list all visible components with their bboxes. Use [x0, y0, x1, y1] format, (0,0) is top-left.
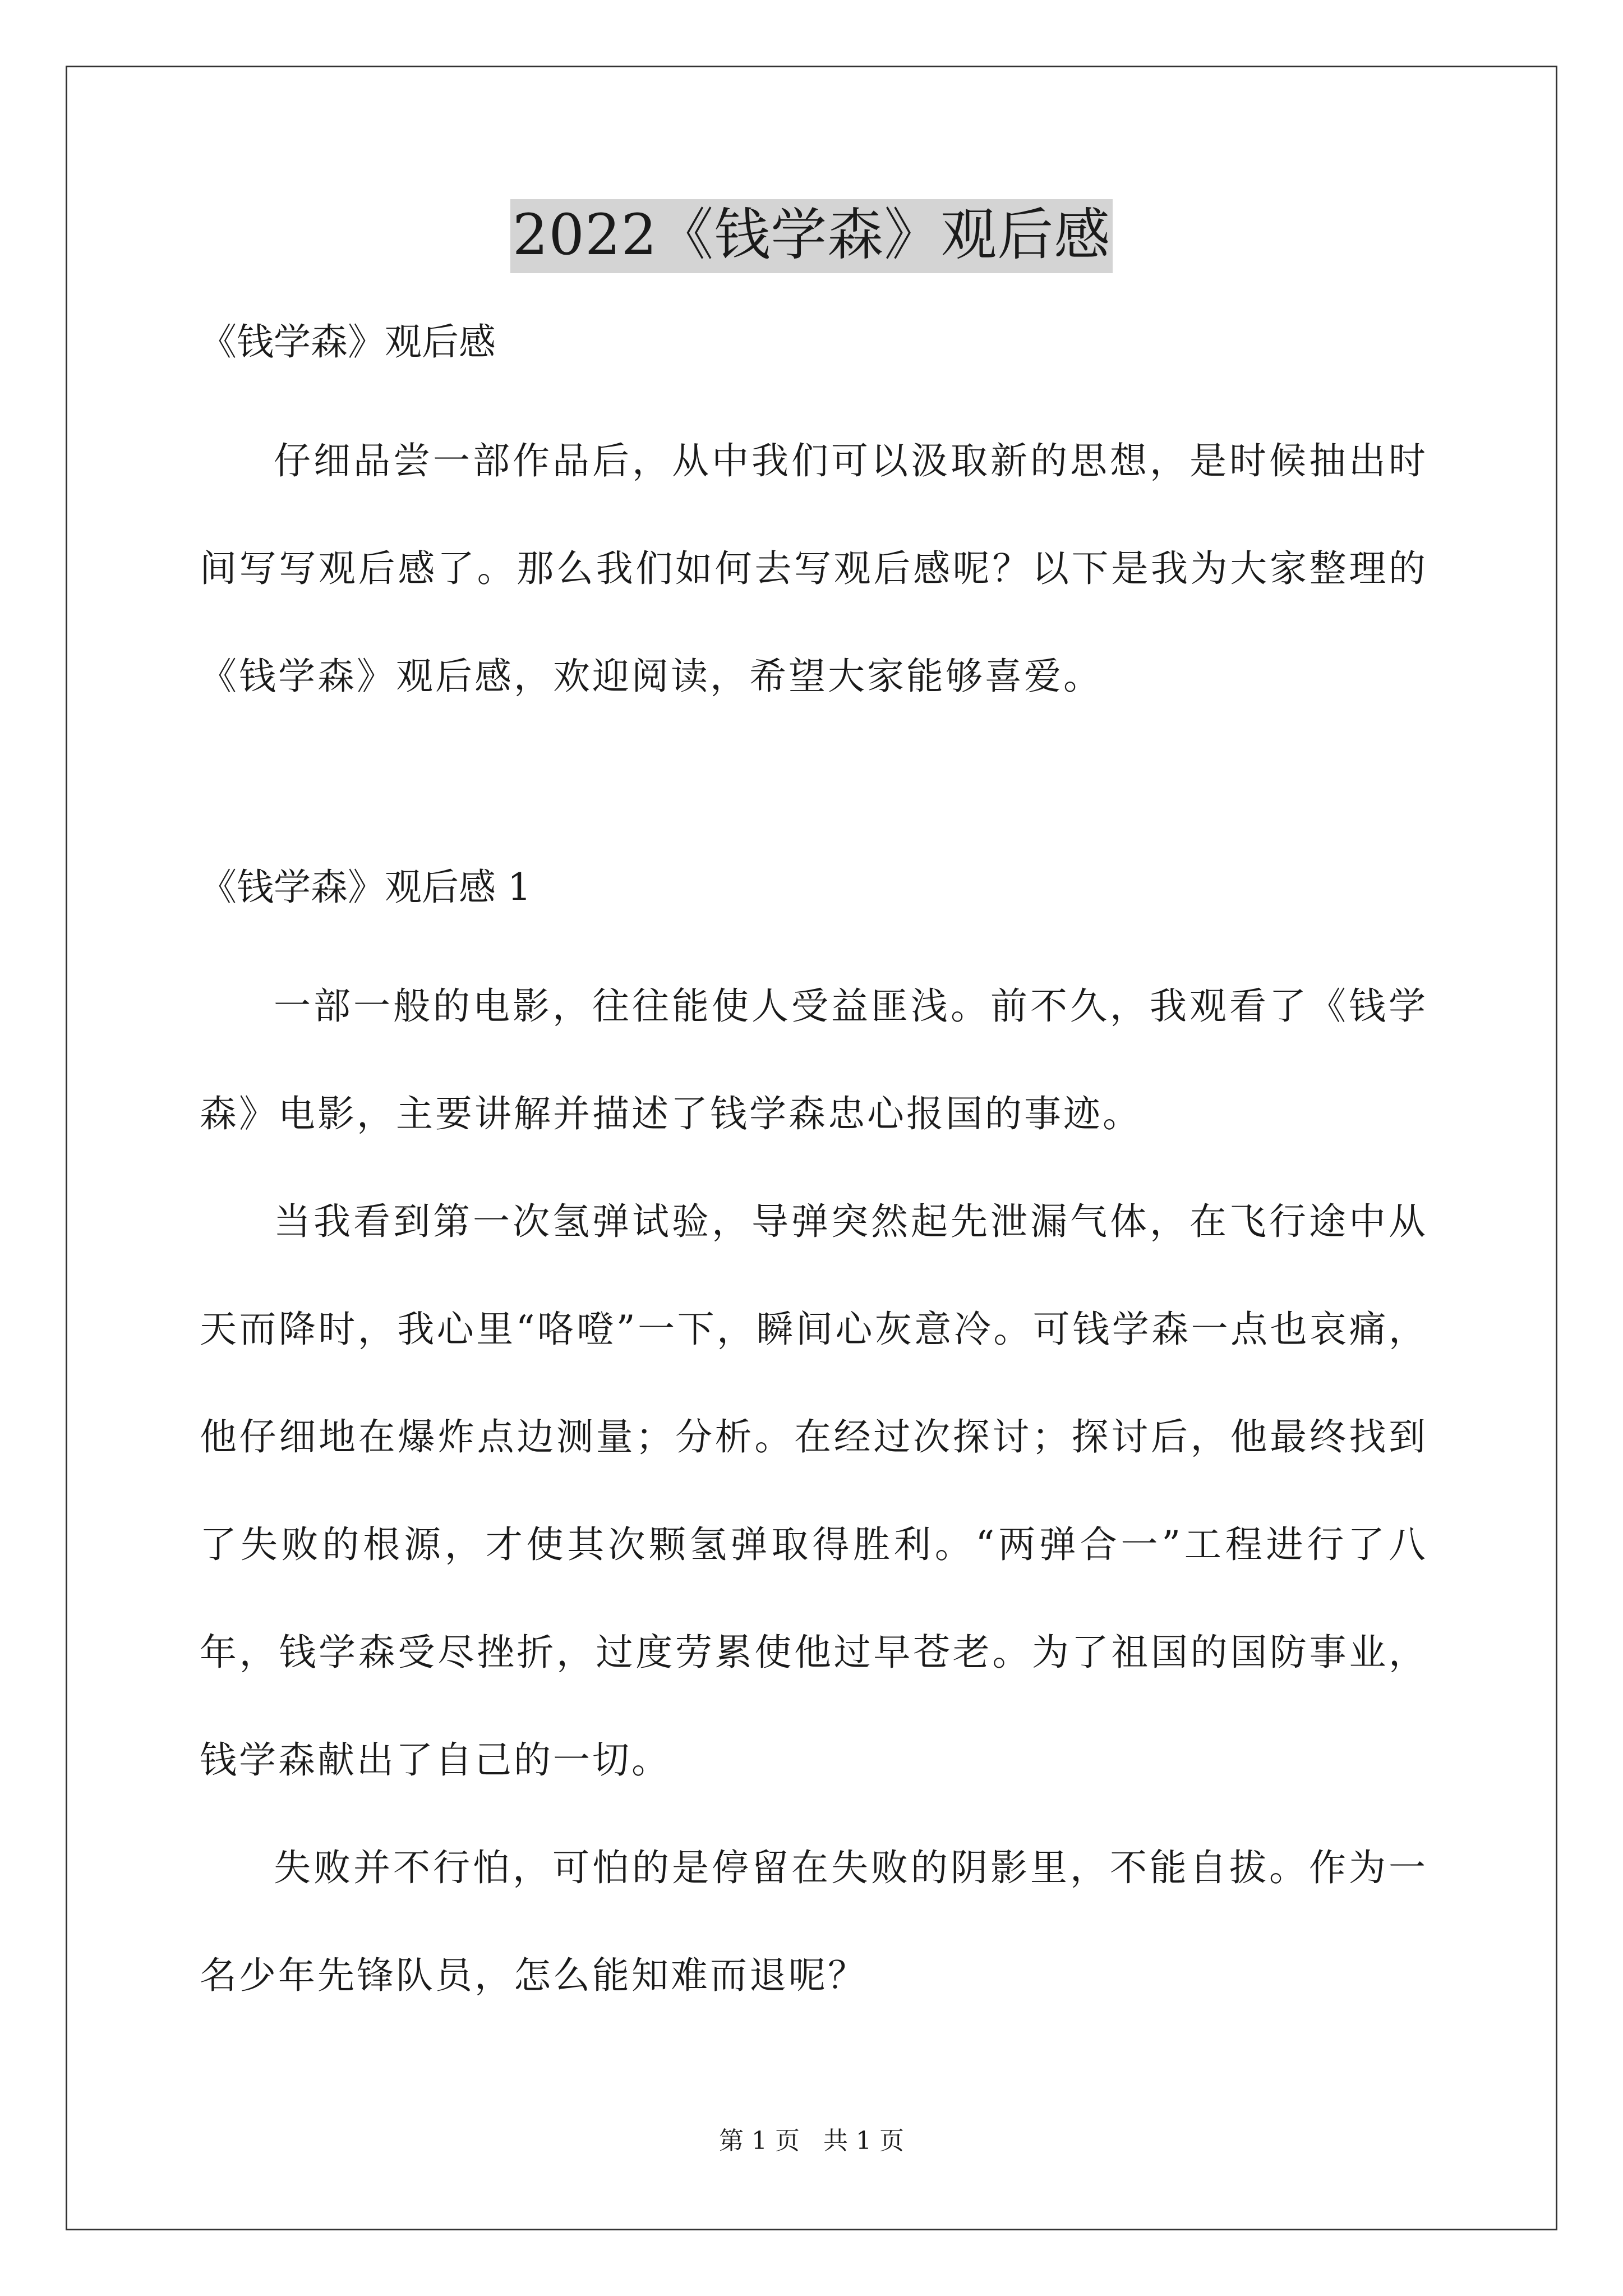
document-title-block — [0, 199, 1623, 273]
document-title: 2022《钱学森》观后感 — [510, 199, 1113, 273]
section1-paragraph-2: 当我看到第一次氢弹试验，导弹突然起先泄漏气体，在飞行途中从天而降时，我心里“咯噔”一下，瞬间心灰意冷。可钱学森一点也哀痛，他仔细地在爆炸点边测量；分析。在经过次探讨；探讨后，他最终找到了失败的根源，才使其次颗氢弹取得胜利。“两弹合一”工程进行了八年，钱学森受尽挫折，过度劳累使他过早苍老。为了祖国的国防事业，钱学森献出了自己的一切。 — [200, 1200, 1428, 1782]
section1-heading: 《钱学森》观后感 1 — [200, 866, 531, 909]
document-body — [200, 314, 1428, 2030]
section1-paragraph-1: 一部一般的电影，往往能使人受益匪浅。前不久，我观看了《钱学森》电影，主要讲解并描述了钱学森忠心报国的事迹。 — [200, 984, 1428, 1135]
section1-paragraph-3: 失败并不行怕，可怕的是停留在失败的阴影里，不能自拔。作为一名少年先锋队员，怎么能知难而退呢？ — [200, 1846, 1428, 1997]
intro-heading: 《钱学森》观后感 — [200, 320, 496, 364]
page-footer: 第 1 页 共 1 页 — [719, 2127, 904, 2155]
intro-paragraph: 仔细品尝一部作品后，从中我们可以汲取新的思想，是时候抽出时间写写观后感了。那么我们如何去写观后感呢？以下是我为大家整理的《钱学森》观后感，欢迎阅读，希望大家能够喜爱。 — [200, 439, 1428, 698]
